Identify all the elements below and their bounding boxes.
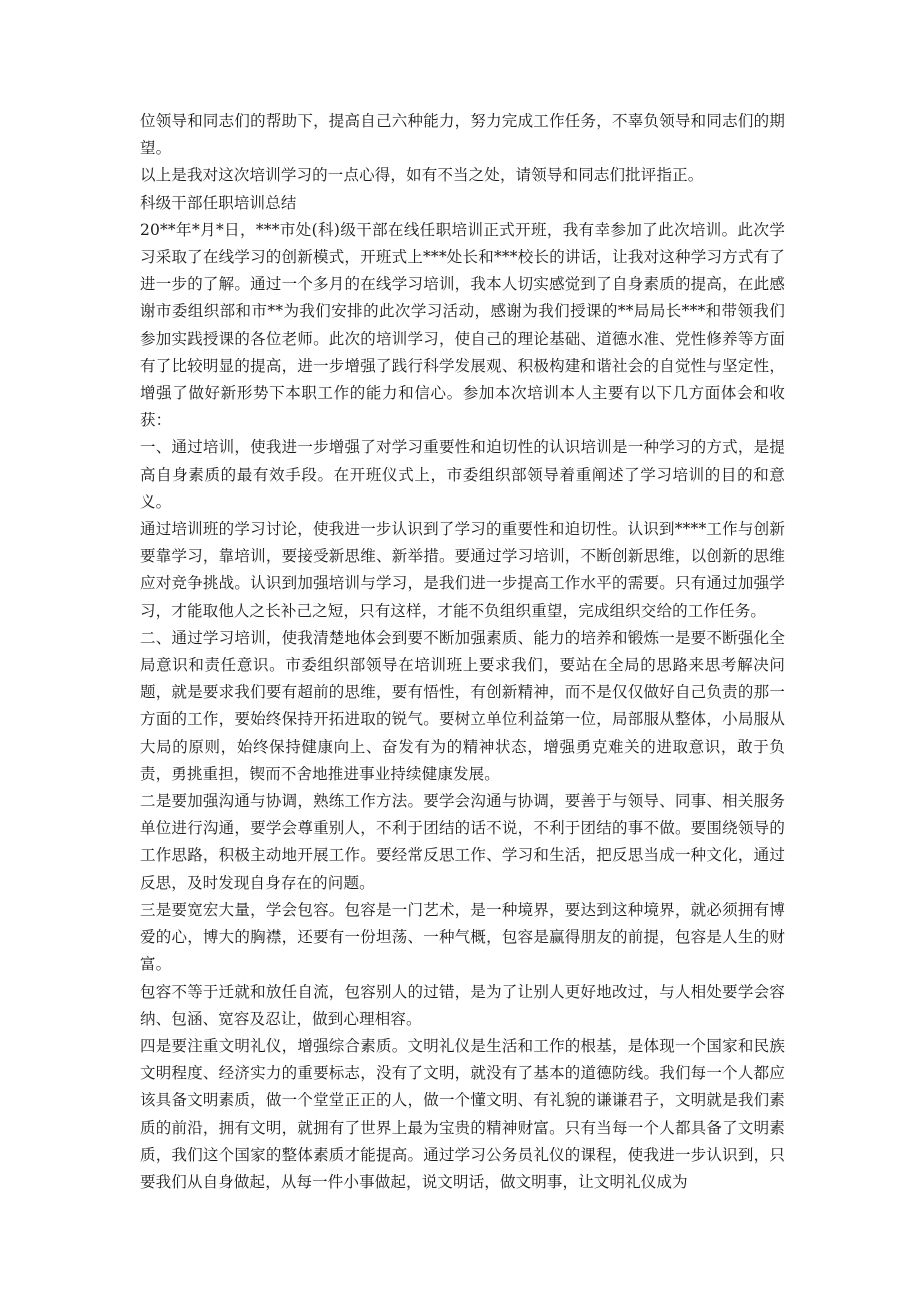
paragraph: 三是要宽宏大量，学会包容。包容是一门艺术，是一种境界，要达到这种境界，就必须拥有博爱的心，博大的胸襟，还要有一份坦荡、一种气概，包容是赢得朋友的前提，包容是人生的财富。 xyxy=(140,900,785,974)
paragraph: 位领导和同志们的帮助下，提高自己六种能力，努力完成工作任务，不辜负领导和同志们的期望。 xyxy=(140,112,785,158)
document-body xyxy=(140,108,785,1196)
paragraph: 四是要注重文明礼仪，增强综合素质。文明礼仪是生活和工作的根基，是体现一个国家和民族文明程度、经济实力的重要标志，没有了文明，就没有了基本的道德防线。我们每一个人都应该具备文明素质，做一个堂堂正正的人，做一个懂文明、有礼貌的谦谦君子，文明就是我们素质的前沿，拥有文明，就拥有了世界上最为宝贵的精神财富。只有当每一个人都具备了文明素质，我们这个国家的整体素质才能提高。通过学习公务员礼仪的课程，使我进一步认识到，只要我们从自身做起，从每一件小事做起，说文明话，做文明事，让文明礼仪成为 xyxy=(140,1036,785,1191)
paragraph: 二、通过学习培训，使我清楚地体会到要不断加强素质、能力的培养和锻炼一是要不断强化全局意识和责任意识。市委组织部领导在培训班上要求我们，要站在全局的思路来思考解决问题，就是要求我们要有超前的思维，要有悟性，有创新精神，而不是仅仅做好自己负责的那一方面的工作，要始终保持开拓进取的锐气。要树立单位利益第一位，局部服从整体，小局服从大局的原则，始终保持健康向上、奋发有为的精神状态，增强勇克难关的进取意识，敢于负责，勇挑重担，锲而不舍地推进事业持续健康发展。 xyxy=(140,628,785,783)
section-title: 科级干部任职培训总结 xyxy=(140,193,297,212)
paragraph: 二是要加强沟通与协调，熟练工作方法。要学会沟通与协调，要善于与领导、同事、相关服务单位进行沟通，要学会尊重别人，不利于团结的话不说，不利于团结的事不做。要围绕领导的工作思路，积极主动地开展工作。要经常反思工作、学习和生活，把反思当成一种文化，通过反思，及时发现自身存在的问题。 xyxy=(140,792,785,892)
paragraph: 20**年*月*日，***市处(科)级干部在线任职培训正式开班，我有幸参加了此次培训。此次学习采取了在线学习的创新模式，开班式上***处长和***校长的讲话，让我对这种学习方式有了进一步的了解。通过一个多月的在线学习培训，我本人切实感觉到了自身素质的提高，在此感谢市委组织部和市**为我们安排的此次学习活动，感谢为我们授课的**局局长***和带领我们参加实践授课的各位老师。此次的培训学习，使自己的理论基础、道德水准、党性修养等方面有了比较明显的提高，进一步增强了践行科学发展观、积极构建和谐社会的自觉性与坚定性，增强了做好新形势下本职工作的能力和信心。参加本次培训本人主要有以下几方面体会和收获： xyxy=(140,220,785,430)
paragraph: 以上是我对这次培训学习的一点心得，如有不当之处，请领导和同志们批评指正。 xyxy=(140,166,704,185)
paragraph: 包容不等于迁就和放任自流，包容别人的过错，是为了让别人更好地改过，与人相处要学会容纳、包涵、宽容及忍让，做到心理相容。 xyxy=(140,982,785,1028)
paragraph: 一、通过培训，使我进一步增强了对学习重要性和迫切性的认识培训是一种学习的方式，是提高自身素质的最有效手段。在开班仪式上，市委组织部领导着重阐述了学习培训的目的和意义。 xyxy=(140,438,785,511)
paragraph: 通过培训班的学习讨论，使我进一步认识到了学习的重要性和迫切性。认识到****工作与创新要靠学习，靠培训，要接受新思维、新举措。要通过学习培训，不断创新思维，以创新的思维应对竞争挑战。认识到加强培训与学习，是我们进一步提高工作水平的需要。只有通过加强学习，才能取他人之长补己之短，只有这样，才能不负组织重望，完成组织交给的工作任务。 xyxy=(140,520,785,620)
